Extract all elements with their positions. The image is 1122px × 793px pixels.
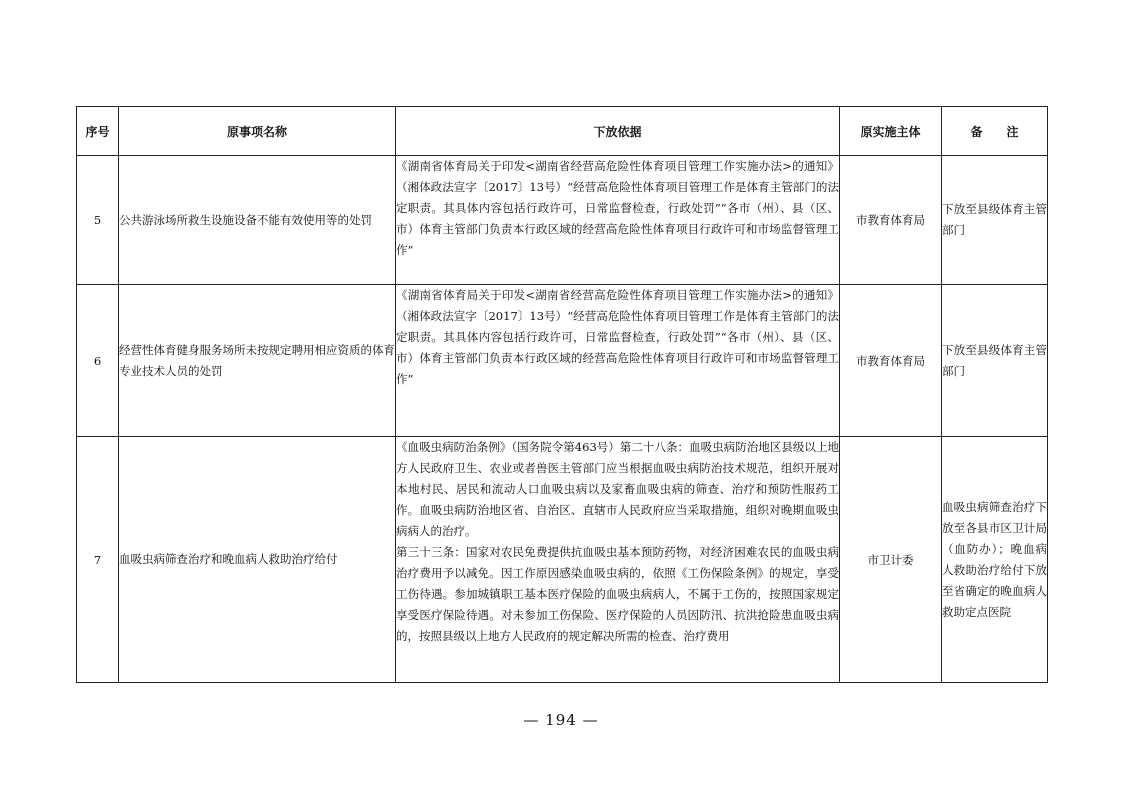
- row-index: 5: [77, 156, 119, 285]
- row-note: 下放至县级体育主管部门: [942, 285, 1048, 437]
- row-matter-name: 经营性体育健身服务场所未按规定聘用相应资质的体育专业技术人员的处罚: [119, 285, 396, 437]
- header-basis: 下放依据: [396, 107, 840, 156]
- basis-paragraph: 《血吸虫病防治条例》（国务院令第463号）第二十八条：血吸虫病防治地区县级以上地方人民政府卫生、农业或者兽医主管部门应当根据血吸虫病防治技术规范，组织开展对本地村民、居民和流动人口血吸虫病以及家畜血吸虫病的筛查、治疗和预防性服药工作。血吸虫病防治地区省、自治区、直辖市人民政府应当采取措施，组织对晚期血吸虫病病人的治疗。: [396, 440, 839, 538]
- row-index: 6: [77, 285, 119, 437]
- page-number: — 194 —: [523, 711, 599, 729]
- row-matter-name: 公共游泳场所救生设施设备不能有效使用等的处罚: [119, 156, 396, 285]
- row-basis: [396, 437, 840, 683]
- row-implementer: 市教育体育局: [840, 156, 942, 285]
- row-basis: 《湖南省体育局关于印发<湖南省经营高危险性体育项目管理工作实施办法>的通知》（湘体政法宣字〔2017〕13号）“经营高危险性体育项目管理工作是体育主管部门的法定职责。其具体内容包括行政许可，日常监督检查，行政处罚”“各市（州）、县（区、市）体育主管部门负责本行政区域的经营高危险性体育项目行政许可和市场监督管理工作”: [396, 285, 840, 437]
- header-name: 原事项名称: [119, 107, 396, 156]
- header-index: 序号: [77, 107, 119, 156]
- row-note: 血吸虫病筛查治疗下放至各县市区卫计局（血防办）；晚血病人救助治疗给付下放至省确定的晚血病人救助定点医院: [942, 437, 1048, 683]
- matters-table: [76, 106, 1048, 683]
- table-header-row: [77, 107, 1048, 156]
- row-note: 下放至县级体育主管部门: [942, 156, 1048, 285]
- row-index: 7: [77, 437, 119, 683]
- header-note: 备 注: [942, 107, 1048, 156]
- row-basis: 《湖南省体育局关于印发<湖南省经营高危险性体育项目管理工作实施办法>的通知》（湘体政法宣字〔2017〕13号）“经营高危险性体育项目管理工作是体育主管部门的法定职责。其具体内容包括行政许可，日常监督检查，行政处罚”“各市（州）、县（区、市）体育主管部门负责本行政区域的经营高危险性体育项目行政许可和市场监督管理工作”: [396, 156, 840, 285]
- table-row: [77, 285, 1048, 437]
- header-implementer: 原实施主体: [840, 107, 942, 156]
- row-implementer: 市教育体育局: [840, 285, 942, 437]
- row-matter-name: 血吸虫病筛查治疗和晚血病人救助治疗给付: [119, 437, 396, 683]
- row-implementer: 市卫计委: [840, 437, 942, 683]
- basis-paragraph: 第三十三条：国家对农民免费提供抗血吸虫基本预防药物，对经济困难农民的血吸虫病治疗费用予以减免。因工作原因感染血吸虫病的，依照《工伤保险条例》的规定，享受工伤待遇。参加城镇职工基本医疗保险的血吸虫病病人，不属于工伤的，按照国家规定享受医疗保险待遇。对未参加工伤保险、医疗保险的人员因防汛、抗洪抢险患血吸虫病的，按照县级以上地方人民政府的规定解决所需的检查、治疗费用: [396, 545, 839, 643]
- table-row: [77, 437, 1048, 683]
- table-row: [77, 156, 1048, 285]
